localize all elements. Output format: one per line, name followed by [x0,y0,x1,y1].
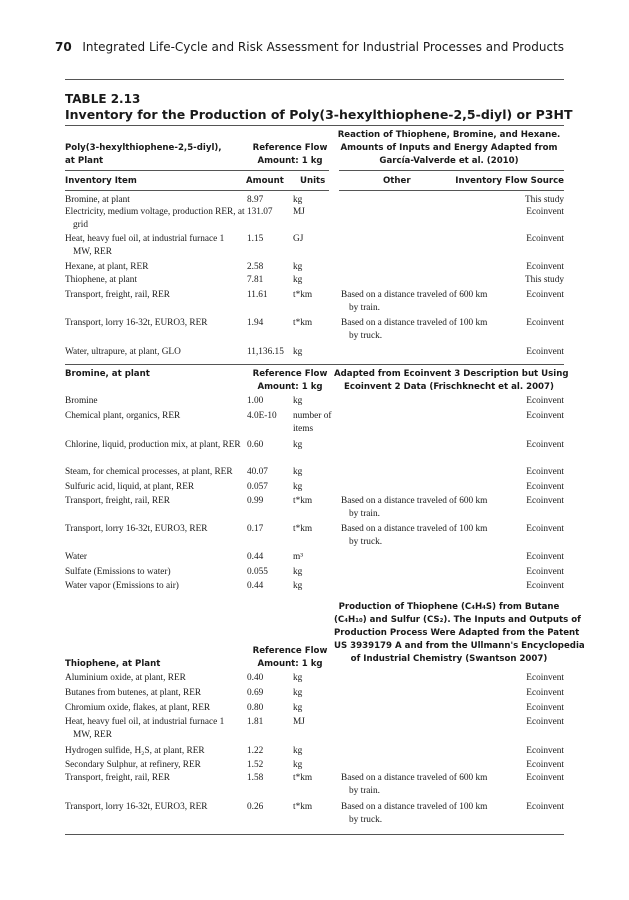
book-title: Integrated Life-Cycle and Risk Assessment for Industrial Processes and Products [82,40,564,54]
amount: 0.80 [247,703,264,713]
units: MJ [293,207,305,217]
section1-note: Reaction of Thiophene, Bromine, and Hexane. Amounts of Inputs and Energy Adapted from García-Valverde et al. (2010) [337,130,561,166]
flow-source: Ecoinvent [526,552,564,562]
amount: 0.69 [247,688,264,698]
amount: 0.26 [247,802,264,812]
inventory-item: Chromium oxide, flakes, at plant, RER [65,703,211,713]
table-caption: Inventory for the Production of Poly(3-hexylthiophene-2,5-diyl) or P3HT [65,107,573,122]
section2-title: Bromine, at plant [65,369,150,379]
amount: 1.94 [247,318,264,328]
section1-rule-right [339,170,564,171]
inventory-item: Thiophene, at plant [65,275,138,285]
section3-note-line1: Production of Thiophene (C₄H₄S) from Butane [338,602,560,612]
flow-source: Ecoinvent [526,234,564,244]
flow-source: Ecoinvent [526,673,564,683]
amount: 0.17 [247,524,264,534]
section3-note: Production of Thiophene (C₄H₄S) from Butane (C₄H₁₀) and Sulfur (CS₂). The Inputs and Outputs of Production Process Were Adapted from the Patent US 3939179 A and from the Ullmann's Encyclopedia of Industrial Chemistry (Swantson 2007) [334,602,585,664]
units: kg [293,347,303,357]
flow-source: Ecoinvent [526,760,564,770]
col-flow-source: Inventory Flow Source [455,176,564,186]
amount: 7.81 [247,275,264,285]
amount: 0.99 [247,496,264,506]
flow-source: Ecoinvent [526,717,564,727]
section3-title: Thiophene, at Plant [65,659,161,669]
section1-reference-flow: Reference Flow Amount: 1 kg [252,143,328,166]
running-head [55,40,564,58]
inventory-item: Steam, for chemical processes, at plant, RER [65,467,233,477]
units: kg [293,396,303,406]
flow-source: Ecoinvent [526,524,564,534]
amount: 1.00 [247,396,264,406]
units: kg [293,673,303,683]
col-inventory-item: Inventory Item [65,176,137,186]
inventory-item: Transport, lorry 16-32t, EURO3, RER [65,802,208,812]
amount: 40.07 [247,467,268,477]
inventory-item: Hexane, at plant, RER [65,262,149,272]
amount: 8.97 [247,195,264,205]
amount: 1.15 [247,234,264,244]
flow-source: Ecoinvent [526,467,564,477]
amount: 0.44 [247,552,264,562]
amount: 11,136.15 [247,347,284,357]
flow-source: Ecoinvent [526,262,564,272]
units: kg [293,703,303,713]
amount: 1.52 [247,760,264,770]
other-note: Based on a distance traveled of 600 km by train. [341,773,488,796]
colhead-rule-left [65,190,329,191]
flow-source: This study [525,195,564,205]
units: t*km [293,802,313,812]
units: kg [293,440,303,450]
flow-source: Ecoinvent [526,411,564,421]
inventory-item: Heat, heavy fuel oil, at industrial furnace 1 MW, RER [65,234,225,257]
section1-rule-left [65,170,329,171]
units: number of items [293,411,332,434]
section2-reference-flow: Reference Flow Amount: 1 kg [252,369,328,392]
flow-source: Ecoinvent [526,207,564,217]
inventory-item: Butanes from butenes, at plant, RER [65,688,202,698]
amount: 0.60 [247,440,264,450]
other-note: Based on a distance traveled of 100 km by truck. [341,318,488,341]
inventory-item: Heat, heavy fuel oil, at industrial furnace 1 MW, RER [65,717,225,740]
units: GJ [293,234,304,244]
colhead-rule-right [339,190,564,191]
units: t*km [293,773,313,783]
flow-source: Ecoinvent [526,440,564,450]
units: t*km [293,496,313,506]
units: t*km [293,318,313,328]
inventory-item: Sulfuric acid, liquid, at plant, RER [65,482,195,492]
flow-source: Ecoinvent [526,482,564,492]
units: kg [293,482,303,492]
section1-title: Poly(3-hexylthiophene-2,5-diyl), at Plant [65,143,222,166]
flow-source: Ecoinvent [526,396,564,406]
inventory-item: Hydrogen sulfide, H₂S, at plant, RER [65,746,205,756]
units: t*km [293,524,313,534]
flow-source: Ecoinvent [526,802,564,812]
units: kg [293,581,303,591]
inventory-item: Bromine, at plant [65,195,130,205]
flow-source: Ecoinvent [526,496,564,506]
flow-source: Ecoinvent [526,773,564,783]
other-note: Based on a distance traveled of 600 km by train. [341,496,488,519]
amount: 11.61 [247,290,268,300]
inventory-item: Water [65,552,87,562]
flow-source: This study [525,275,564,285]
inventory-item: Transport, freight, rail, RER [65,496,171,506]
header-rule [65,79,564,80]
flow-source: Ecoinvent [526,347,564,357]
inventory-item: Chlorine, liquid, production mix, at plant, RER [65,440,241,450]
amount: 4.0E-10 [247,411,277,421]
flow-source: Ecoinvent [526,688,564,698]
inventory-item: Water vapor (Emissions to air) [65,581,179,591]
units: MJ [293,717,305,727]
col-units: Units [300,176,326,186]
inventory-item: Water, ultrapure, at plant, GLO [65,347,181,357]
amount: 1.81 [247,717,264,727]
section2-note: Adapted from Ecoinvent 3 Description but Using Ecoinvent 2 Data (Frischknecht et al. 2007) [334,369,569,392]
section3-note-line2: (C₄H₁₀) and Sulfur (CS₂). The Inputs and Outputs of [334,615,581,625]
units: kg [293,760,303,770]
other-note: Based on a distance traveled of 100 km by truck. [341,802,488,825]
inventory-item: Aluminium oxide, at plant, RER [65,673,186,683]
amount: 1.58 [247,773,264,783]
inventory-item: Transport, lorry 16-32t, EURO3, RER [65,524,208,534]
table-label: TABLE 2.13 [65,92,141,106]
inventory-item: Electricity, medium voltage, production RER, at grid [65,207,245,230]
inventory-item: Secondary Sulphur, at refinery, RER [65,760,201,770]
inventory-item: Transport, freight, rail, RER [65,290,171,300]
units: kg [293,467,303,477]
inventory-item: Chemical plant, organics, RER [65,411,181,421]
caption-rule [65,125,564,126]
table-bottom-rule [65,834,564,835]
units: kg [293,746,303,756]
other-note: Based on a distance traveled of 600 km by train. [341,290,488,313]
page-number: 70 [55,40,72,54]
amount: 0.40 [247,673,264,683]
flow-source: Ecoinvent [526,746,564,756]
units: t*km [293,290,313,300]
inventory-item: Sulfate (Emissions to water) [65,567,171,577]
flow-source: Ecoinvent [526,318,564,328]
amount: 2.58 [247,262,264,272]
units: m³ [293,552,304,562]
units: kg [293,688,303,698]
col-amount: Amount [246,176,284,186]
flow-source: Ecoinvent [526,703,564,713]
section3-reference-flow: Reference Flow Amount: 1 kg [252,646,328,669]
amount: 0.44 [247,581,264,591]
amount: 0.057 [247,482,268,492]
inventory-item: Transport, lorry 16-32t, EURO3, RER [65,318,208,328]
flow-source: Ecoinvent [526,567,564,577]
flow-source: Ecoinvent [526,581,564,591]
inventory-item: Bromine [65,396,98,406]
col-other: Other [383,176,411,186]
amount: 1.22 [247,746,264,756]
units: kg [293,262,303,272]
amount: 0.055 [247,567,268,577]
inventory-item: Transport, freight, rail, RER [65,773,171,783]
units: kg [293,567,303,577]
units: kg [293,275,303,285]
amount: 131.07 [247,207,273,217]
other-note: Based on a distance traveled of 100 km by truck. [341,524,488,547]
flow-source: Ecoinvent [526,290,564,300]
section2-rule [65,364,564,365]
units: kg [293,195,303,205]
